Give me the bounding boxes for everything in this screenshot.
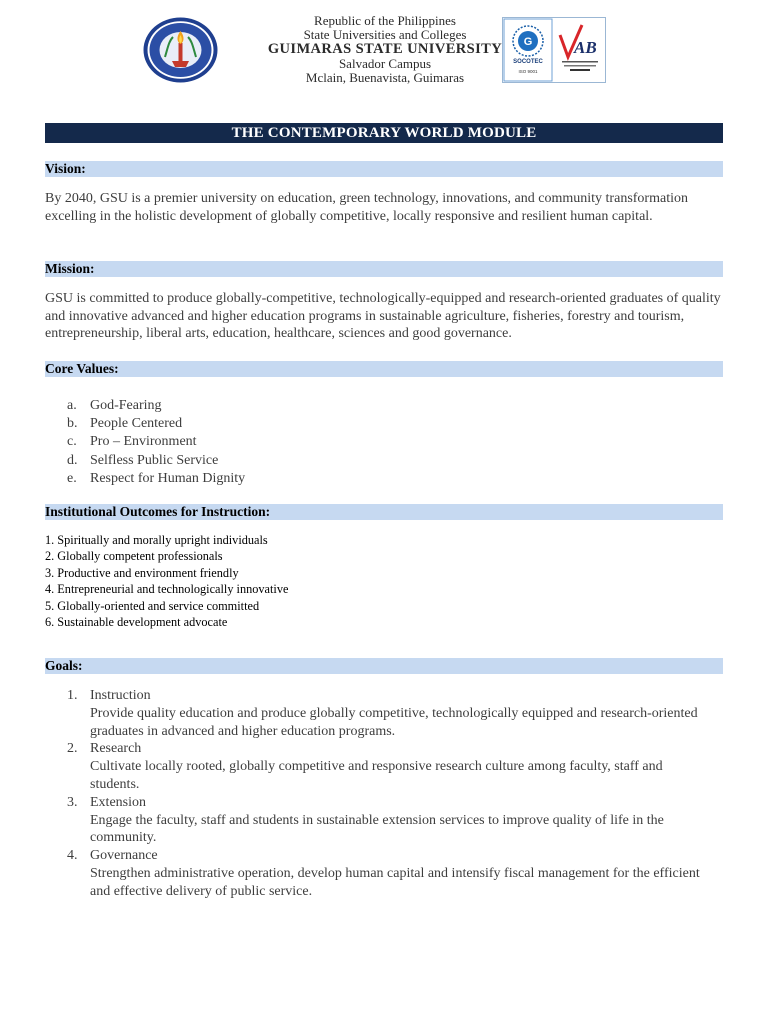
- list-marker: a.: [67, 398, 77, 413]
- goal-description: Provide quality education and produce globally competitive, technologically equipped and research-oriented graduates in advanced and higher education programs.: [90, 705, 698, 739]
- vision-text: By 2040, GSU is a premier university on education, green technology, innovations, and community transformation excelling in the holistic development of globally competitive, locally responsive and resilient human capital.: [45, 191, 688, 224]
- list-item: 4. Entrepreneurial and technologically innovative: [45, 582, 289, 597]
- list-marker: 1.: [67, 688, 78, 703]
- certification-logos: [502, 17, 606, 83]
- list-item: [0, 794, 768, 847]
- header-campus: Salvador Campus: [338, 56, 432, 71]
- core-value-text: Pro – Environment: [90, 434, 197, 450]
- vision-heading: Vision:: [45, 161, 723, 177]
- list-item: [0, 397, 700, 415]
- list-item: [0, 415, 700, 433]
- header-address: Mclain, Buenavista, Guimaras: [305, 70, 465, 85]
- goal-title: Research: [90, 741, 142, 757]
- list-item: [0, 847, 768, 900]
- list-item: [0, 740, 768, 793]
- list-marker: e.: [67, 470, 77, 486]
- list-marker: b.: [67, 416, 78, 432]
- list-marker: 3.: [67, 794, 78, 810]
- core-value-text: People Centered: [90, 416, 183, 432]
- list-marker: c.: [67, 434, 77, 450]
- socotec-label: SOCOTEC: [513, 59, 543, 65]
- mission-heading: Mission:: [45, 261, 723, 277]
- list-item: 5. Globally-oriented and service committed: [45, 598, 260, 613]
- list-item: [0, 433, 700, 451]
- core-values-heading: Core Values:: [45, 361, 723, 377]
- goals-heading: Goals:: [45, 658, 723, 674]
- mission-text: GSU is committed to produce globally-competitive, technologically-equipped and research-oriented graduates of quality and innovative advanced and higher education programs in sustainable agriculture, fisheries, forestry and tourism, entrepreneurship, liberal arts, education, healthcare, sciences and good governance.: [45, 291, 721, 342]
- list-marker: d.: [67, 452, 78, 468]
- list-item: [0, 452, 700, 470]
- list-item: 1. Spiritually and morally upright individuals: [45, 533, 268, 547]
- header-suc-line: State Universities and Colleges: [303, 27, 467, 42]
- header-text-block: [225, 14, 545, 85]
- goal-description: Cultivate locally rooted, globally competitive and responsive research culture among faculty, staff and students.: [90, 759, 663, 792]
- list-marker: 4.: [67, 848, 78, 864]
- goal-description: Strengthen administrative operation, develop human capital and intensify fiscal management for the efficient and effective delivery of public service.: [90, 865, 700, 899]
- list-item: 2. Globally competent professionals: [45, 549, 223, 564]
- core-values-list: [0, 397, 700, 488]
- list-item: [0, 687, 768, 740]
- document-header: [0, 0, 768, 95]
- goal-title: Instruction: [90, 688, 151, 703]
- header-university-name: GUIMARAS STATE UNIVERSITY: [267, 41, 503, 57]
- core-value-text: Selfless Public Service: [90, 452, 219, 468]
- goal-title: Extension: [90, 794, 146, 810]
- goals-list: [0, 687, 768, 901]
- outcomes-list: [45, 532, 288, 630]
- list-marker: 2.: [67, 741, 78, 757]
- list-item: 6. Sustainable development advocate: [45, 615, 228, 630]
- core-value-text: Respect for Human Dignity: [90, 470, 246, 486]
- module-title: THE CONTEMPORARY WORLD MODULE: [45, 123, 723, 143]
- list-item: 3. Productive and environment friendly: [45, 565, 239, 580]
- goal-description: Engage the faculty, staff and students in sustainable extension services to improve quality of life in the community.: [90, 812, 664, 846]
- university-seal-logo: [143, 17, 218, 83]
- iab-label: AB: [574, 38, 597, 57]
- core-value-text: God-Fearing: [90, 398, 162, 413]
- list-item: [0, 470, 700, 488]
- header-republic-line: Republic of the Philippines: [314, 13, 456, 28]
- outcomes-heading: Institutional Outcomes for Instruction:: [45, 504, 723, 520]
- goal-title: Governance: [90, 848, 158, 864]
- iso-label: ISO 9001: [518, 69, 538, 74]
- svg-text:G: G: [523, 36, 533, 48]
